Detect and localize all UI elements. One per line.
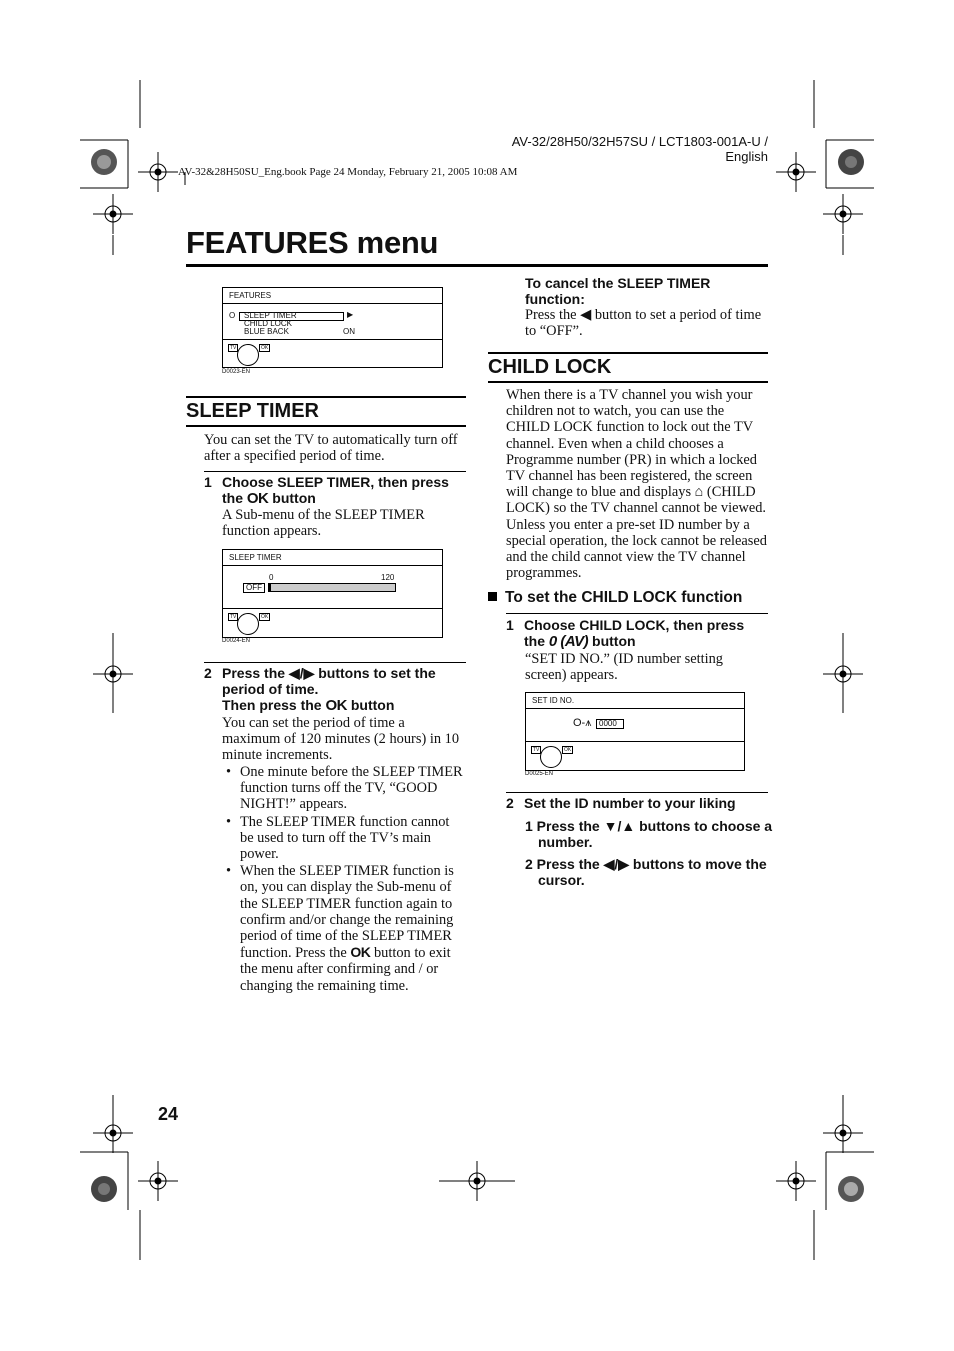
set-id-screen — [525, 692, 745, 771]
features-screen-title: FEATURES — [223, 288, 442, 304]
ok-badge: OK — [564, 747, 572, 753]
child-lock-intro — [506, 387, 768, 581]
child-step1-text: Choose CHILD LOCK, then press the — [524, 617, 745, 649]
sleep-step2-text-b: Then press the — [222, 697, 322, 713]
sleep-timer-rule-top — [186, 396, 466, 398]
child-step2 — [506, 795, 768, 811]
sleep-step2-rule — [204, 662, 466, 663]
ok-button-label: OK — [350, 944, 371, 961]
sleep-step2-text-c: button — [350, 697, 395, 713]
features-menu-screen — [222, 287, 443, 368]
child-step1 — [506, 617, 768, 650]
key-icon: O‐⩚ — [573, 717, 592, 729]
sleep-step1-rule — [204, 471, 466, 472]
child-lock-subheading — [488, 589, 742, 607]
sleep-step2-number: 2 — [204, 665, 212, 681]
child-lock-rule — [488, 381, 768, 383]
child-step1-body: “SET ID NO.” (ID number setting screen) appears. — [525, 651, 723, 684]
sleep-step1-body: A Sub-menu of the SLEEP TIMER function appears. — [222, 507, 425, 540]
tv-badge: TV — [533, 747, 540, 753]
sleep-step1 — [204, 474, 466, 507]
sleep-timer-screen-caption: D0024-EN — [222, 638, 251, 644]
tv-badge: TV — [230, 614, 237, 620]
menu-arrow-icon: ▶ — [347, 310, 354, 319]
cursor-mark: O — [229, 311, 236, 320]
page-number: 24 — [158, 1104, 179, 1124]
child-step1-text-end: button — [592, 633, 636, 649]
sleep-step1-text-end: button — [272, 490, 316, 506]
cancel-heading: To cancel the SLEEP TIMER function: — [525, 275, 711, 307]
sleep-timer-intro: You can set the TV to automatically turn off after a specified period of time. — [204, 432, 458, 465]
cancel-body: Press the ◀ button to set a period of time to “OFF”. — [525, 307, 762, 340]
menu-item-child-lock: CHILD LOCK — [244, 319, 293, 328]
sleep-step2-body: You can set the period of time a maximum of 120 minutes (2 hours) in 10 minute increments. — [222, 715, 460, 764]
sleep-bullet-2: • The SLEEP TIMER function cannot be used to turn off the TV’s main power. — [222, 814, 466, 863]
ok-badge: OK — [261, 345, 269, 351]
tv-badge: TV — [230, 345, 237, 351]
square-bullet-icon — [488, 592, 497, 601]
child-lock-heading: CHILD LOCK — [488, 356, 612, 378]
menu-item-blue-back: BLUE BACK — [244, 327, 289, 336]
page-title: FEATURES menu — [186, 225, 439, 260]
book-info-line: AV-32&28H50SU_Eng.book Page 24 Monday, February 21, 2005 10:08 AM — [178, 166, 518, 178]
model-line: AV-32/28H50/32H57SU / LCT1803-001A-U / English — [511, 134, 768, 164]
timer-off-label: OFF — [243, 583, 265, 593]
sleep-timer-screen-title: SLEEP TIMER — [223, 550, 442, 566]
sleep-bullet-3-text-end: button to exit the menu after confirming and / or changing the remaining time. — [240, 945, 451, 994]
child-step2-number: 2 — [506, 795, 514, 811]
child-step2-rule — [506, 792, 768, 793]
sleep-timer-screen — [222, 549, 443, 638]
ok-button-label: OK — [325, 697, 347, 714]
sleep-timer-heading: SLEEP TIMER — [186, 400, 319, 422]
timer-slider-bar — [268, 583, 396, 592]
child-lock-icon: ⌂ — [694, 484, 704, 501]
sleep-step2 — [204, 665, 466, 714]
child-step1-rule — [506, 613, 768, 614]
sleep-bullet-3-text: When the SLEEP TIMER function is on, you can display the Sub-menu of the SLEEP TIMER function again to confirm and/or change the remaining period of time of the SLEEP TIMER function. Press the — [240, 863, 454, 962]
features-screen-caption: D0023-EN — [222, 369, 251, 375]
sleep-bullets — [222, 764, 466, 994]
child-lock-rule-top — [488, 352, 768, 354]
remote-dpad-icon — [237, 613, 259, 635]
blue-back-value: ON — [343, 327, 355, 336]
child-step1-number: 1 — [506, 617, 514, 633]
child-lock-intro-b: (CHILD LOCK) so the TV channel cannot be viewed. Unless you enter a pre-set ID number by a special operation, the lock cannot be released and the child cannot view the TV channel programmes. — [506, 484, 767, 582]
sleep-bullet-1: • One minute before the SLEEP TIMER function turns off the TV, “GOOD NIGHT!” appears. — [222, 764, 466, 813]
child-lock-intro-a: When there is a TV channel you wish your children not to watch, you can use the CHILD LOCK function to lock out the TV channel. Even when a child chooses a Programme number (PR) in which a locked TV channel has been registered, the screen will change to blue and displays — [506, 387, 757, 501]
ok-button-label: OK — [246, 490, 269, 507]
child-substep-1: 1 Press the ▼/▲ buttons to choose a number. — [525, 818, 773, 850]
child-step2-text: Set the ID number to your liking — [524, 795, 736, 811]
title-rule — [186, 264, 768, 267]
remote-dpad-icon — [237, 344, 259, 366]
id-number-field: 0000 — [596, 719, 624, 729]
sleep-step1-number: 1 — [204, 474, 212, 490]
timer-min-label: 0 — [269, 573, 274, 582]
set-id-screen-title: SET ID NO. — [526, 693, 744, 709]
sleep-step1-text: Choose SLEEP TIMER, then press the — [222, 474, 449, 506]
sleep-bullet-3 — [222, 863, 466, 994]
remote-dpad-icon — [540, 746, 562, 768]
timer-max-label: 120 — [381, 573, 395, 582]
sleep-step2-text: Press the ◀/▶ buttons to set the period of time. — [222, 665, 436, 697]
av-button-label: 0 (AV) — [548, 633, 589, 650]
set-id-screen-caption: D0025-EN — [525, 771, 554, 777]
sleep-timer-rule — [186, 425, 466, 427]
menu-item-sleep-timer: SLEEP TIMER — [244, 311, 297, 320]
ok-badge: OK — [261, 614, 269, 620]
child-lock-subheading-text: To set the CHILD LOCK function — [505, 589, 743, 606]
child-substep-2: 2 Press the ◀/▶ buttons to move the cursor. — [525, 856, 767, 888]
